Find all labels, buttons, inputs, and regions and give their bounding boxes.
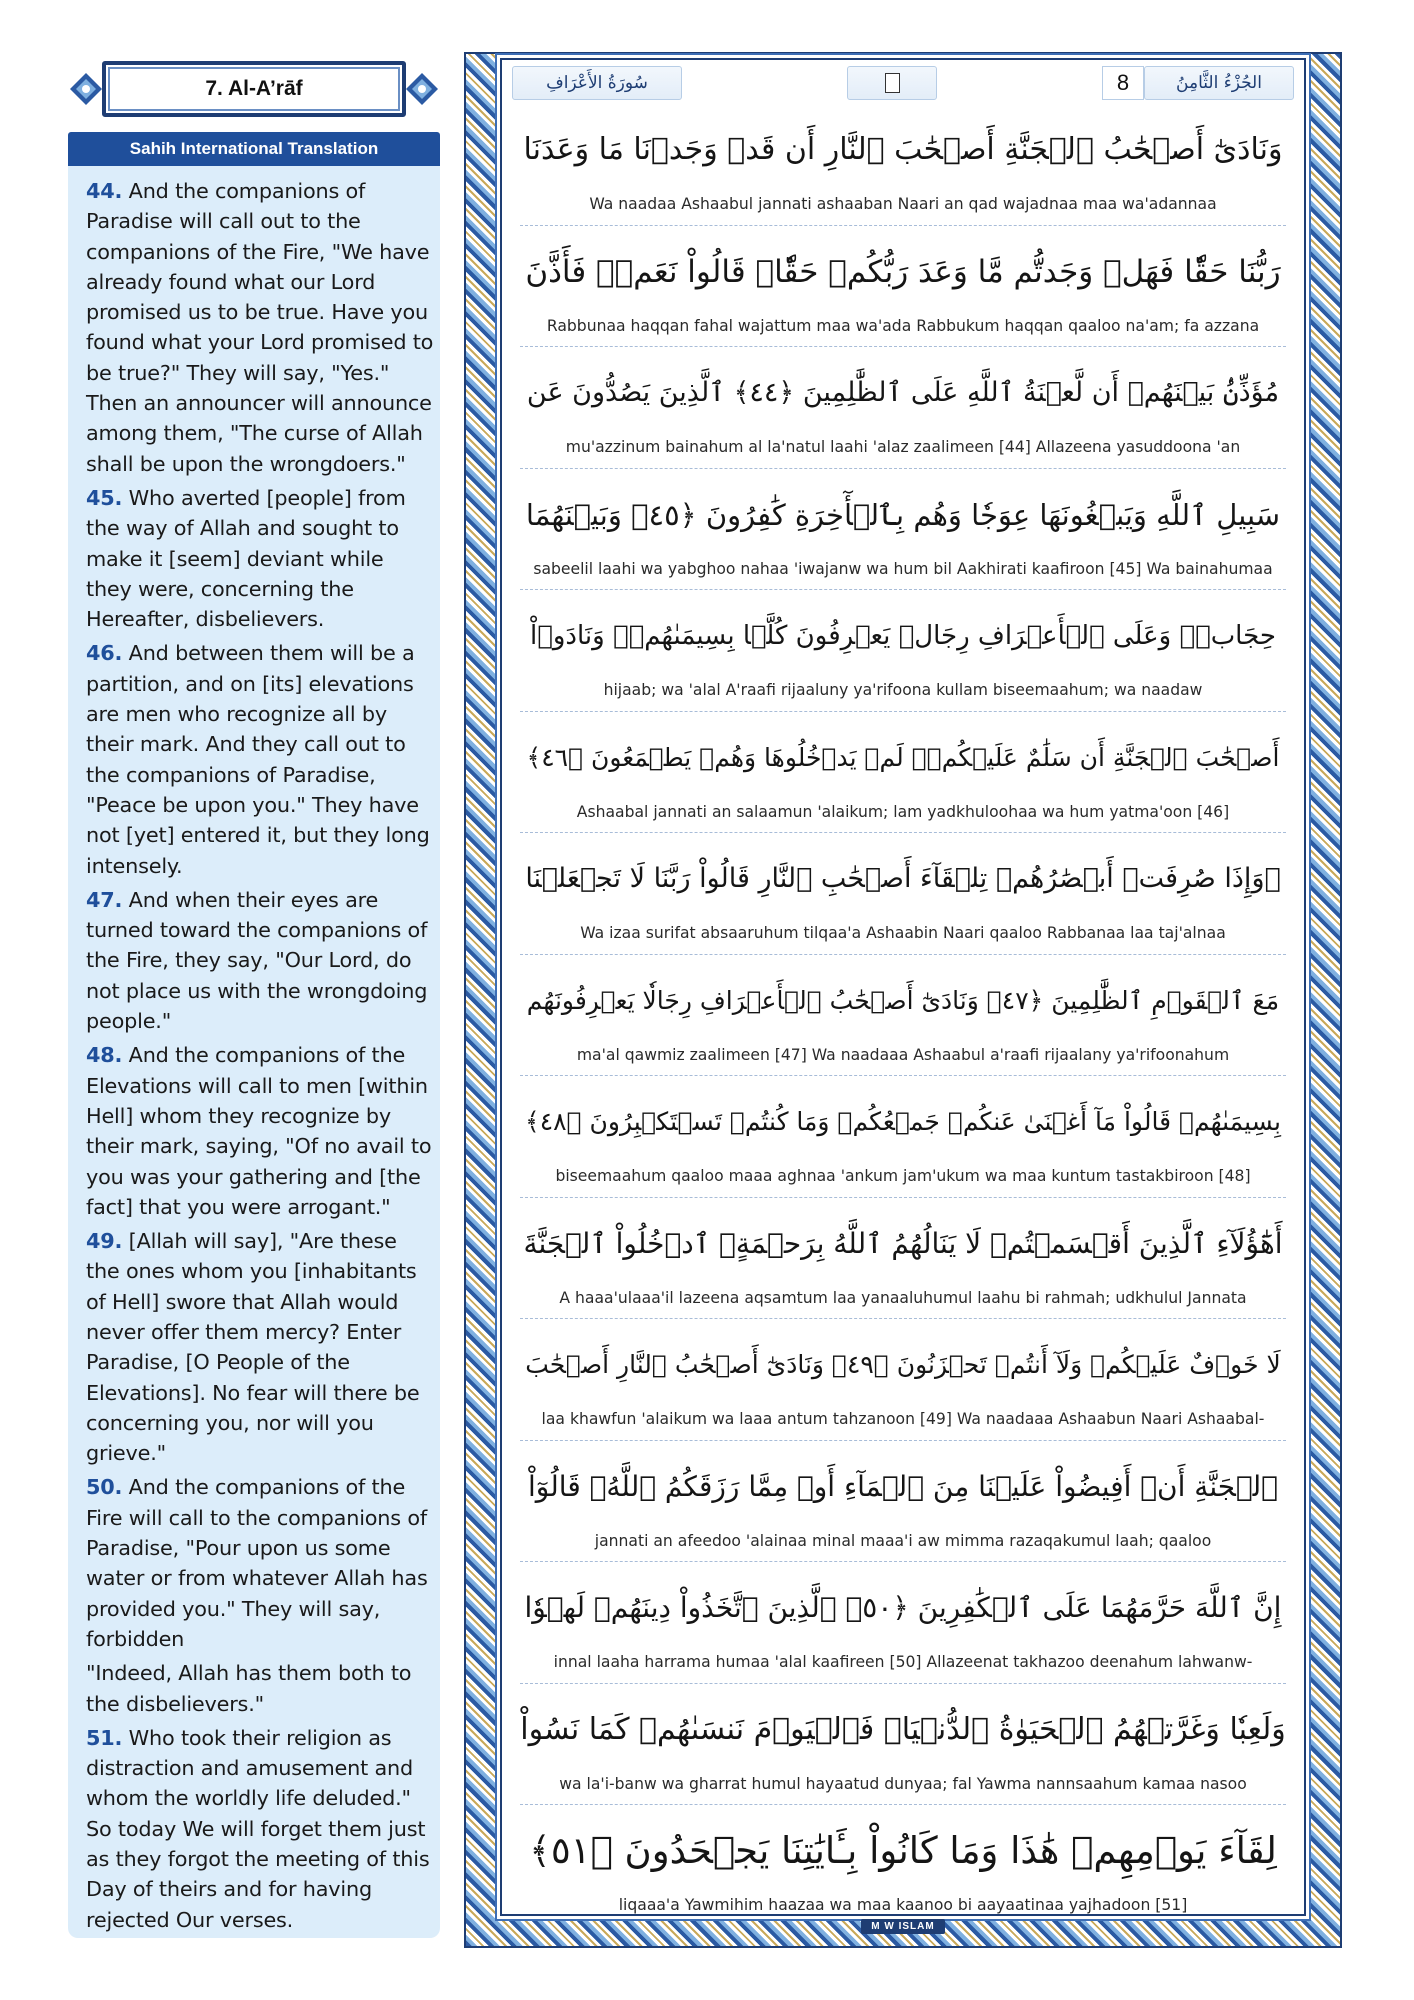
verse-number: 46. <box>86 641 123 666</box>
arabic-text: أَهَٰٓؤُلَآءِ ٱلَّذِينَ أَقۡسَمۡتُمۡ لَا يَنَالُهُمُ ٱللَّهُ بِرَحۡمَةٍۚ ٱدۡخُلُواْ ٱلۡجَنَّةَ <box>523 1226 1283 1260</box>
mushaf-surah-name <box>512 66 682 100</box>
mushaf-line <box>520 1198 1286 1320</box>
arabic-text: إِنَّ ٱللَّهَ حَرَّمَهُمَا عَلَى ٱلۡكَٰفِرِينَ ﴿٥٠﴾ ٱلَّذِينَ ٱتَّخَذُواْ دِينَهُمۡ لَهۡوٗا <box>524 1591 1282 1624</box>
translation-panel <box>68 166 440 1938</box>
arabic-text: لَا خَوۡفٌ عَلَيۡكُمۡ وَلَآ أَنتُمۡ تَحۡزَنُونَ ﴿٤٩﴾ وَنَادَىٰٓ أَصۡحَٰبُ ٱلنَّارِ أَصۡحَٰبَ <box>525 1350 1281 1379</box>
verse-number: 47. <box>86 887 123 912</box>
verse-47 <box>86 885 434 1036</box>
verse-text: Who took their religion as distraction and amusement and whom the worldly life deluded." So today We will forget them just as they forgot the meeting of this Day of theirs and for having rejected Our verses. <box>86 1725 430 1932</box>
arabic-text: ٱلۡجَنَّةِ أَنۡ أَفِيضُواْ عَلَيۡنَا مِنَ ٱلۡمَآءِ أَوۡ مِمَّا رَزَقَكُمُ ٱللَّهُۚ قَالُوٓاْ <box>528 1469 1278 1503</box>
verse-number: 50. <box>86 1475 123 1500</box>
transliteration: liqaaa'a Yawmihim haazaa wa maa kaanoo bi aayaatinaa yajhadoon [51] <box>618 1896 1188 1914</box>
verse-number: 48. <box>86 1043 123 1068</box>
verse-text: Who averted [people] from the way of Allah and sought to make it [seem] deviant while they were, concerning the Hereafter, disbelievers. <box>86 485 406 632</box>
verse-49 <box>86 1226 434 1468</box>
mushaf-line <box>520 590 1286 712</box>
translation-header-label: Sahih International Translation <box>129 139 379 158</box>
arabic-text: وَنَادَىٰٓ أَصۡحَٰبُ ٱلۡجَنَّةِ أَصۡحَٰبَ ٱلنَّارِ أَن قَدۡ وَجَدۡنَا مَا وَعَدَنَا <box>523 132 1283 167</box>
verse-text: And when their eyes are turned toward the companions of the Fire, they say, "Our Lord, do not place us with the wrongdoing people." <box>86 887 428 1034</box>
transliteration: Ashaabal jannati an salaamun 'alaikum; lam yadkhuloohaa wa hum yatma'oon [46] <box>576 802 1230 821</box>
mushaf-line <box>520 104 1286 226</box>
arabic-text: مَعَ ٱلۡقَوۡمِ ٱلظَّٰلِمِينَ ﴿٤٧﴾ وَنَادَىٰٓ أَصۡحَٰبُ ٱلۡأَعۡرَافِ رِجَالٗا يَعۡرِفُونَهُم <box>526 985 1280 1015</box>
transliteration: wa la'i-banw wa gharrat humul hayaatud dunyaa; fal Yawma nannsaahum kamaa nasoo <box>559 1774 1247 1793</box>
arabic-text: سَبِيلِ ٱللَّهِ وَيَبۡغُونَهَا عِوَجٗا وَهُم بِٱلۡأٓخِرَةِ كَٰفِرُونَ ﴿٤٥﴾ وَبَيۡنَهُمَا <box>525 497 1281 532</box>
transliteration: biseemaahum qaaloo maaa aghnaa 'ankum jam'ukum wa maa kuntum tastakbiroon [48] <box>555 1167 1251 1185</box>
transliteration: innal laaha harrama humaa 'alal kaafireen [50] Allazeenat takhazoo deenahum lahwanw- <box>553 1653 1253 1671</box>
transliteration: sabeelil laahi wa yabghoo nahaa 'iwajanw wa hum bil Aakhirati kaafiroon [45] Wa bainahumaa <box>533 559 1273 578</box>
mushaf-line <box>520 1441 1286 1563</box>
verse-50-continued <box>86 1658 434 1719</box>
transliteration: Wa izaa surifat absaaruhum tilqaa'a Ashaabin Naari qaaloo Rabbanaa laa taj'alnaa <box>580 924 1226 942</box>
verse-45 <box>86 483 434 634</box>
verse-46 <box>86 638 434 880</box>
verse-text: And between them will be a partition, and on [its] elevations are men who recognize all by their mark. And they call out to the companions of Paradise, "Peace be upon you." They have not [yet] entered it, but they long intensely. <box>86 641 430 878</box>
verse-text: And the companions of the Elevations will call to men [within Hell] whom they recognize by their mark, saying, "Of no avail to you was your gathering and [the fact] that you were arrogant." <box>86 1043 432 1219</box>
mushaf-lines <box>520 104 1286 1927</box>
verse-50 <box>86 1472 434 1654</box>
mushaf-line <box>520 226 1286 348</box>
page-number <box>1102 66 1144 100</box>
mushaf-line <box>520 1805 1286 1927</box>
verse-48 <box>86 1040 434 1222</box>
transliteration: hijaab; wa 'alal A'raafi rijaaluny ya'rifoona kullam biseemaahum; wa naadaw <box>603 681 1203 699</box>
surah-title: 7. Al-A’rāf <box>205 77 303 100</box>
arabic-text: لِقَآءَ يَوۡمِهِمۡ هَٰذَا وَمَا كَانُواْ بِـَٔايَٰتِنَا يَجۡحَدُونَ ﴿٥١﴾ <box>529 1829 1277 1872</box>
mushaf-line <box>520 1076 1286 1198</box>
arabic-text: ۞وَإِذَا صُرِفَتۡ أَبۡصَٰرُهُمۡ تِلۡقَآءَ أَصۡحَٰبِ ٱلنَّارِ قَالُواْ رَبَّنَا لَا تَجۡعَلۡنَا <box>525 863 1281 894</box>
mushaf-line <box>520 955 1286 1077</box>
arabic-text: وَلَعِبٗا وَغَرَّتۡهُمُ ٱلۡحَيَوٰةُ ٱلدُّنۡيَاۚ فَٱلۡيَوۡمَ نَنسَىٰهُمۡ كَمَا نَسُواْ <box>520 1711 1286 1747</box>
verse-51 <box>86 1723 434 1935</box>
verse-number: 44. <box>86 179 123 203</box>
transliteration: mu'azzinum bainahum al la'natul laahi 'alaz zaalimeen [44] Allazeena yasuddoona 'an <box>565 438 1241 456</box>
mushaf-line <box>520 1562 1286 1684</box>
translation-header <box>68 132 440 166</box>
page-info <box>1102 66 1294 100</box>
transliteration: Wa naadaa Ashaabul jannati ashaaban Naari an qad wajadnaa maa wa'adannaa <box>589 195 1217 213</box>
transliteration: A haaa'ulaaa'il lazeena aqsamtum laa yanaaluhumul laahu bi rahmah; udkhulul Jannata <box>559 1288 1247 1307</box>
transliteration: ma'al qawmiz zaalimeen [47] Wa naadaaa Ashaabul a'raafi rijaalany ya'rifoonahum <box>576 1045 1230 1064</box>
surah-banner <box>68 57 440 121</box>
verse-text: "Indeed, Allah has them both to the disbelievers." <box>86 1661 412 1716</box>
ornament-icon <box>404 71 440 107</box>
verse-number: 49. <box>86 1229 123 1254</box>
mushaf-surah-name-label: سُورَةُ الأَعْرَافِ <box>546 73 648 93</box>
bookmark-box[interactable] <box>847 66 937 100</box>
verse-number: 45. <box>86 485 123 510</box>
mushaf-line <box>520 833 1286 955</box>
bookmark-icon <box>885 73 900 93</box>
page-number-label: 8 <box>1116 70 1130 95</box>
publisher-logo: M W ISLAM <box>861 1919 944 1934</box>
arabic-text: حِجَابٞۚ وَعَلَى ٱلۡأَعۡرَافِ رِجَالٞ يَعۡرِفُونَ كُلَّۢا بِسِيمَىٰهُمۡۚ وَنَادَوۡاْ <box>530 621 1276 651</box>
juz-name-label: الجُزْءُ الثَّامِنُ <box>1176 73 1262 93</box>
surah-title-frame <box>102 61 406 117</box>
verse-text: [Allah will say], "Are these the ones whom you [inhabitants of Hell] swore that Allah would never offer them mercy? Enter Paradise, [O People of the Elevations]. No fear will there be concerning you, nor will you grieve." <box>86 1229 420 1466</box>
verse-text: And the companions of Paradise will call out to the companions of the Fire, "We have already found what our Lord promised us to be true. Have you found what your Lord promised to be true?" They will say, "Yes." Then an announcer will announce among them, "The curse of Allah shall be upon the wrongdoers." <box>86 179 434 476</box>
juz-name <box>1144 66 1294 100</box>
verse-44 <box>86 176 434 479</box>
verse-text: And the companions of the Fire will call to the companions of Paradise, "Pour upon us some water or from whatever Allah has provided you." They will say, forbidden <box>86 1475 428 1651</box>
mushaf-line <box>520 469 1286 591</box>
mushaf-line <box>520 1319 1286 1441</box>
verse-number: 51. <box>86 1725 123 1750</box>
arabic-text: أَصۡحَٰبَ ٱلۡجَنَّةِ أَن سَلَٰمٌ عَلَيۡكُمۡۚ لَمۡ يَدۡخُلُوهَا وَهُمۡ يَطۡمَعُونَ ﴿٤٦﴾ <box>526 742 1280 772</box>
transliteration: laa khawfun 'alaikum wa laaa antum tahzanoon [49] Wa naadaaa Ashaabun Naari Ashaabal- <box>541 1410 1265 1428</box>
arabic-text: مُؤَذِّنُۢ بَيۡنَهُمۡ أَن لَّعۡنَةُ ٱللَّهِ عَلَى ٱلظَّٰلِمِينَ ﴿٤٤﴾ ٱلَّذِينَ يَصُدُّونَ عَن <box>526 377 1280 408</box>
mushaf-line <box>520 1684 1286 1806</box>
transliteration: jannati an afeedoo 'alainaa minal maaa'i aw mimma razaqakumul laah; qaaloo <box>594 1531 1212 1550</box>
transliteration: Rabbunaa haqqan fahal wajattum maa wa'ada Rabbukum haqqan qaaloo na'am; fa azzana <box>546 316 1260 335</box>
mushaf-header <box>512 66 1294 100</box>
arabic-text: بِسِيمَىٰهُمۡ قَالُواْ مَآ أَغۡنَىٰ عَنكُمۡ جَمۡعُكُمۡ وَمَا كُنتُمۡ تَسۡتَكۡبِرُونَ ﴿٤٨﴾ <box>525 1107 1281 1136</box>
mushaf-line <box>520 712 1286 834</box>
arabic-text: رَبُّنَا حَقّٗا فَهَلۡ وَجَدتُّم مَّا وَعَدَ رَبُّكُمۡ حَقّٗاۖ قَالُواْ نَعَمۡۚ فَأَذَّنَ <box>525 253 1281 290</box>
ornament-icon <box>68 71 104 107</box>
mushaf-line <box>520 347 1286 469</box>
mushaf-footer <box>500 1914 1306 1938</box>
